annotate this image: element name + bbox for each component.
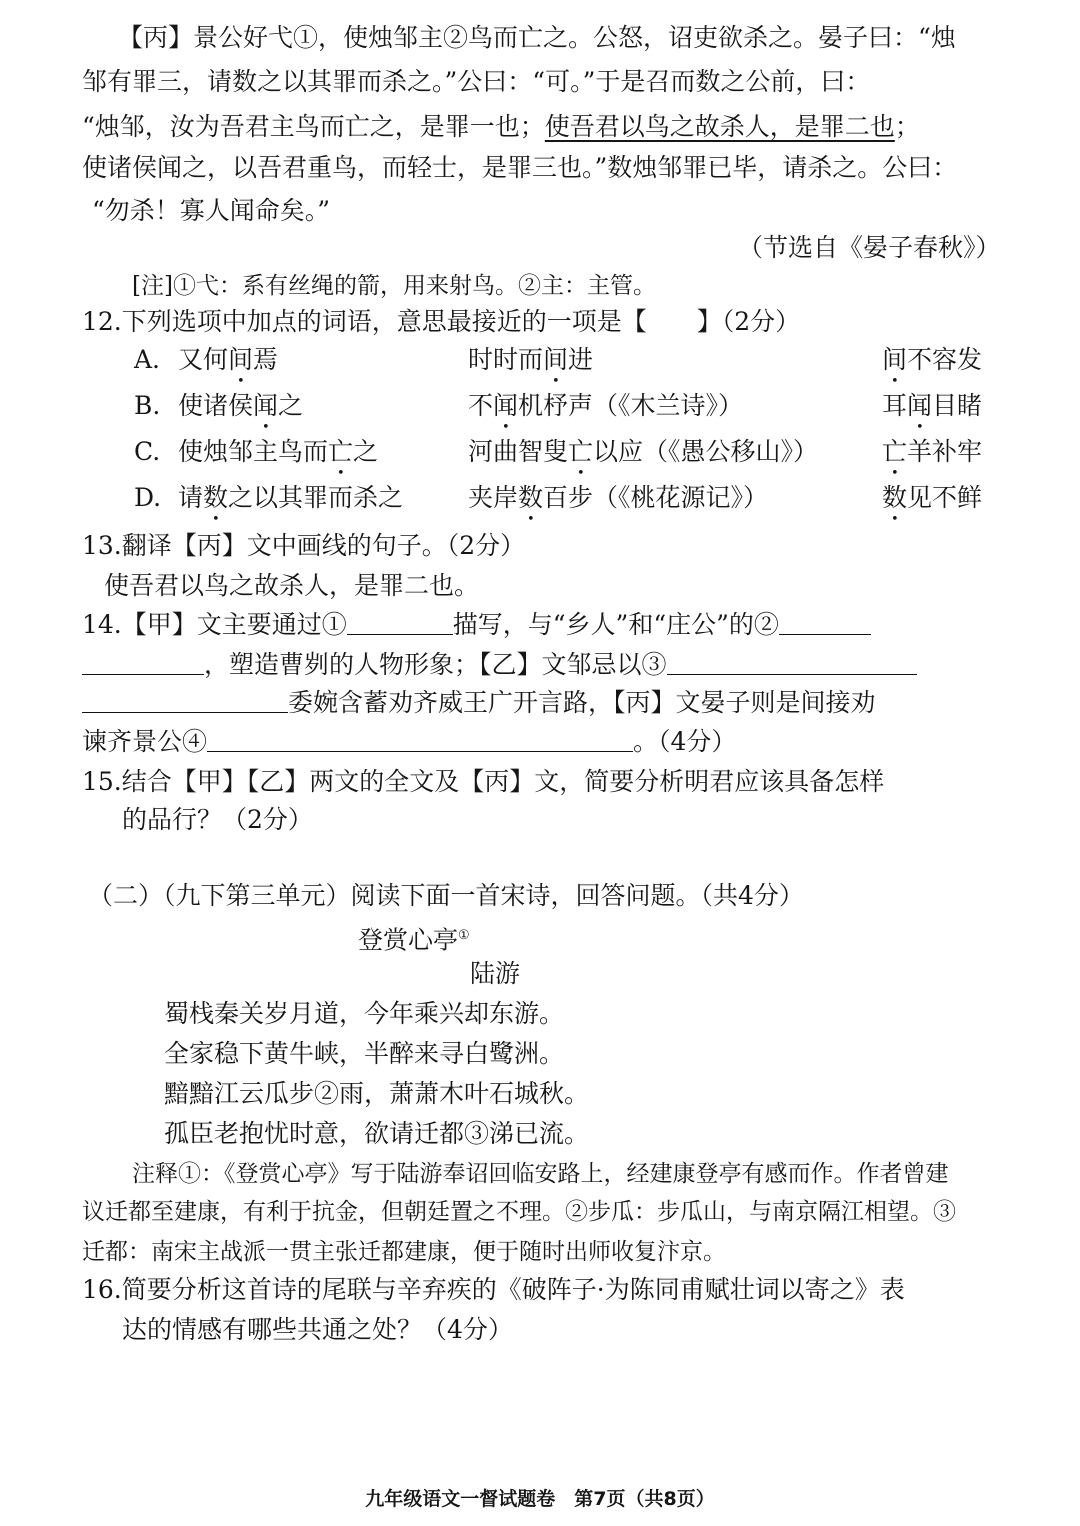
q12-option-b-col1: 使诸侯闻之 bbox=[178, 391, 304, 420]
page-footer: 九年级语文一督试题卷 第7页（共8页） bbox=[365, 1488, 715, 1510]
q14-part-6: 。（4分） bbox=[633, 727, 737, 756]
poem-line: 全家稳下黄牛峡，半醉来寻白鹭洲。 bbox=[164, 1039, 565, 1068]
underlined-sentence: 使吾君以鸟之故杀人，是罪二也 bbox=[544, 112, 895, 141]
q12-option-a-col1: 又何间焉 bbox=[178, 345, 279, 374]
poem-line: 孤臣老抱忧时意，欲请迁都③涕已流。 bbox=[164, 1119, 590, 1148]
passage-note: [注]①弋：系有丝绳的箭，用来射鸟。②主：主管。 bbox=[132, 273, 656, 299]
q12-option-a-col2: 时时而间进 bbox=[468, 345, 594, 374]
passage-line-3 bbox=[82, 111, 920, 143]
q12-option-d-col2: 夹岸数百步（《桃花源记》） bbox=[468, 483, 769, 512]
poem-title-text: 登赏心亭 bbox=[358, 925, 459, 955]
poem-author: 陆游 bbox=[470, 959, 521, 988]
q14-part-4: 委婉含蓄劝齐威王广开言路，【丙】文晏子则是间接劝 bbox=[288, 688, 876, 717]
q14-blank-2b[interactable] bbox=[82, 648, 204, 675]
q14-line-3 bbox=[82, 686, 876, 719]
q13-stem: 13.翻译【丙】文中画线的句子。（2分） bbox=[82, 531, 526, 560]
q14-part-1: 14.【甲】文主要通过① bbox=[82, 610, 347, 639]
q14-part-2: 描写，与“乡人”和“庄公”的② bbox=[452, 610, 779, 639]
passage-line-5: “勿杀！寡人闻命矣。” bbox=[92, 196, 331, 225]
passage-line-3-end: ； bbox=[894, 112, 920, 141]
q12-option-d-col3: 数见不鲜 bbox=[882, 483, 983, 512]
poem-note-line-1: 注释①：《登赏心亭》写于陆游奉诏回临安路上，经建康登亭有感而作。作者曾建 bbox=[132, 1161, 949, 1187]
passage-line-1: 【丙】景公好弋①，使烛邹主②鸟而亡之。公怒，诏吏欲杀之。晏子曰：“烛 bbox=[118, 23, 956, 52]
q16-line-1: 16.简要分析这首诗的尾联与辛弃疾的《破阵子·为陈同甫赋壮词以寄之》表 bbox=[82, 1275, 905, 1304]
poem-line: 蜀栈秦关岁月道，今年乘兴却东游。 bbox=[164, 999, 565, 1028]
poem-title bbox=[358, 920, 470, 956]
q12-option-d-col1: 请数之以其罪而杀之 bbox=[178, 483, 404, 512]
q12-option-c-col2: 河曲智叟亡以应（《愚公移山》） bbox=[468, 437, 819, 466]
q16-line-2: 达的情感有哪些共通之处？（4分） bbox=[122, 1315, 513, 1344]
q12-stem: 12.下列选项中加点的词语，意思最接近的一项是【 】（2分） bbox=[82, 307, 801, 336]
q12-option-b-col2: 不闻机杼声（《木兰诗》） bbox=[468, 391, 744, 420]
passage-source: （节选自《晏子春秋》） bbox=[738, 233, 1001, 262]
q14-blank-3a[interactable] bbox=[667, 648, 917, 675]
poem-note-line-2: 议迁都至建康，有利于抗金，但朝廷置之不理。②步瓜：步瓜山，与南京隔江相望。③ bbox=[82, 1199, 956, 1225]
q14-blank-3b[interactable] bbox=[82, 686, 288, 713]
q14-blank-2a[interactable] bbox=[779, 608, 871, 635]
q14-blank-4[interactable] bbox=[207, 725, 633, 752]
passage-line-3-start: “烛邹，汝为吾君主鸟而亡之，是罪一也； bbox=[82, 112, 545, 141]
q14-line-2 bbox=[82, 648, 917, 681]
q12-option-a-col3: 间不容发 bbox=[882, 345, 983, 374]
q14-blank-1[interactable] bbox=[347, 608, 453, 635]
poem-line: 黯黯江云瓜步②雨，萧萧木叶石城秋。 bbox=[164, 1079, 590, 1108]
q14-line-1 bbox=[82, 608, 871, 641]
q12-option-d-letter: D. bbox=[134, 483, 162, 512]
q14-part-5: 谏齐景公④ bbox=[82, 727, 208, 756]
q12-option-c-letter: C. bbox=[134, 437, 161, 466]
poem-title-footnote: ① bbox=[458, 928, 470, 943]
passage-line-2: 邹有罪三，请数之以其罪而杀之。”公曰：“可。”于是召而数之公前，曰： bbox=[82, 67, 871, 96]
q12-option-b-col3: 耳闻目睹 bbox=[882, 391, 983, 420]
q12-option-c-col1: 使烛邹主鸟而亡之 bbox=[178, 437, 379, 466]
poem-note-line-3: 迁都：南宋主战派一贯主张迁都建康，便于随时出师收复汴京。 bbox=[82, 1239, 726, 1265]
q12-option-b-letter: B. bbox=[134, 391, 161, 420]
q14-line-4 bbox=[82, 725, 736, 758]
q12-option-c-col3: 亡羊补牢 bbox=[882, 437, 983, 466]
q12-option-a-letter: A. bbox=[134, 345, 161, 374]
q14-part-3: ，塑造曹刿的人物形象；【乙】文邹忌以③ bbox=[204, 650, 667, 679]
q13-sentence: 使吾君以鸟之故杀人，是罪二也。 bbox=[104, 571, 480, 600]
passage-line-4: 使诸侯闻之，以吾君重鸟，而轻士，是罪三也。”数烛邹罪已毕，请杀之。公曰： bbox=[82, 153, 958, 182]
q15-line-1: 15.结合【甲】【乙】两文的全文及【丙】文，简要分析明君应该具备怎样 bbox=[82, 767, 885, 796]
section-2-heading: （二）（九下第三单元）阅读下面一首宋诗，回答问题。（共4分） bbox=[88, 881, 804, 910]
q15-line-2: 的品行？（2分） bbox=[122, 805, 313, 834]
